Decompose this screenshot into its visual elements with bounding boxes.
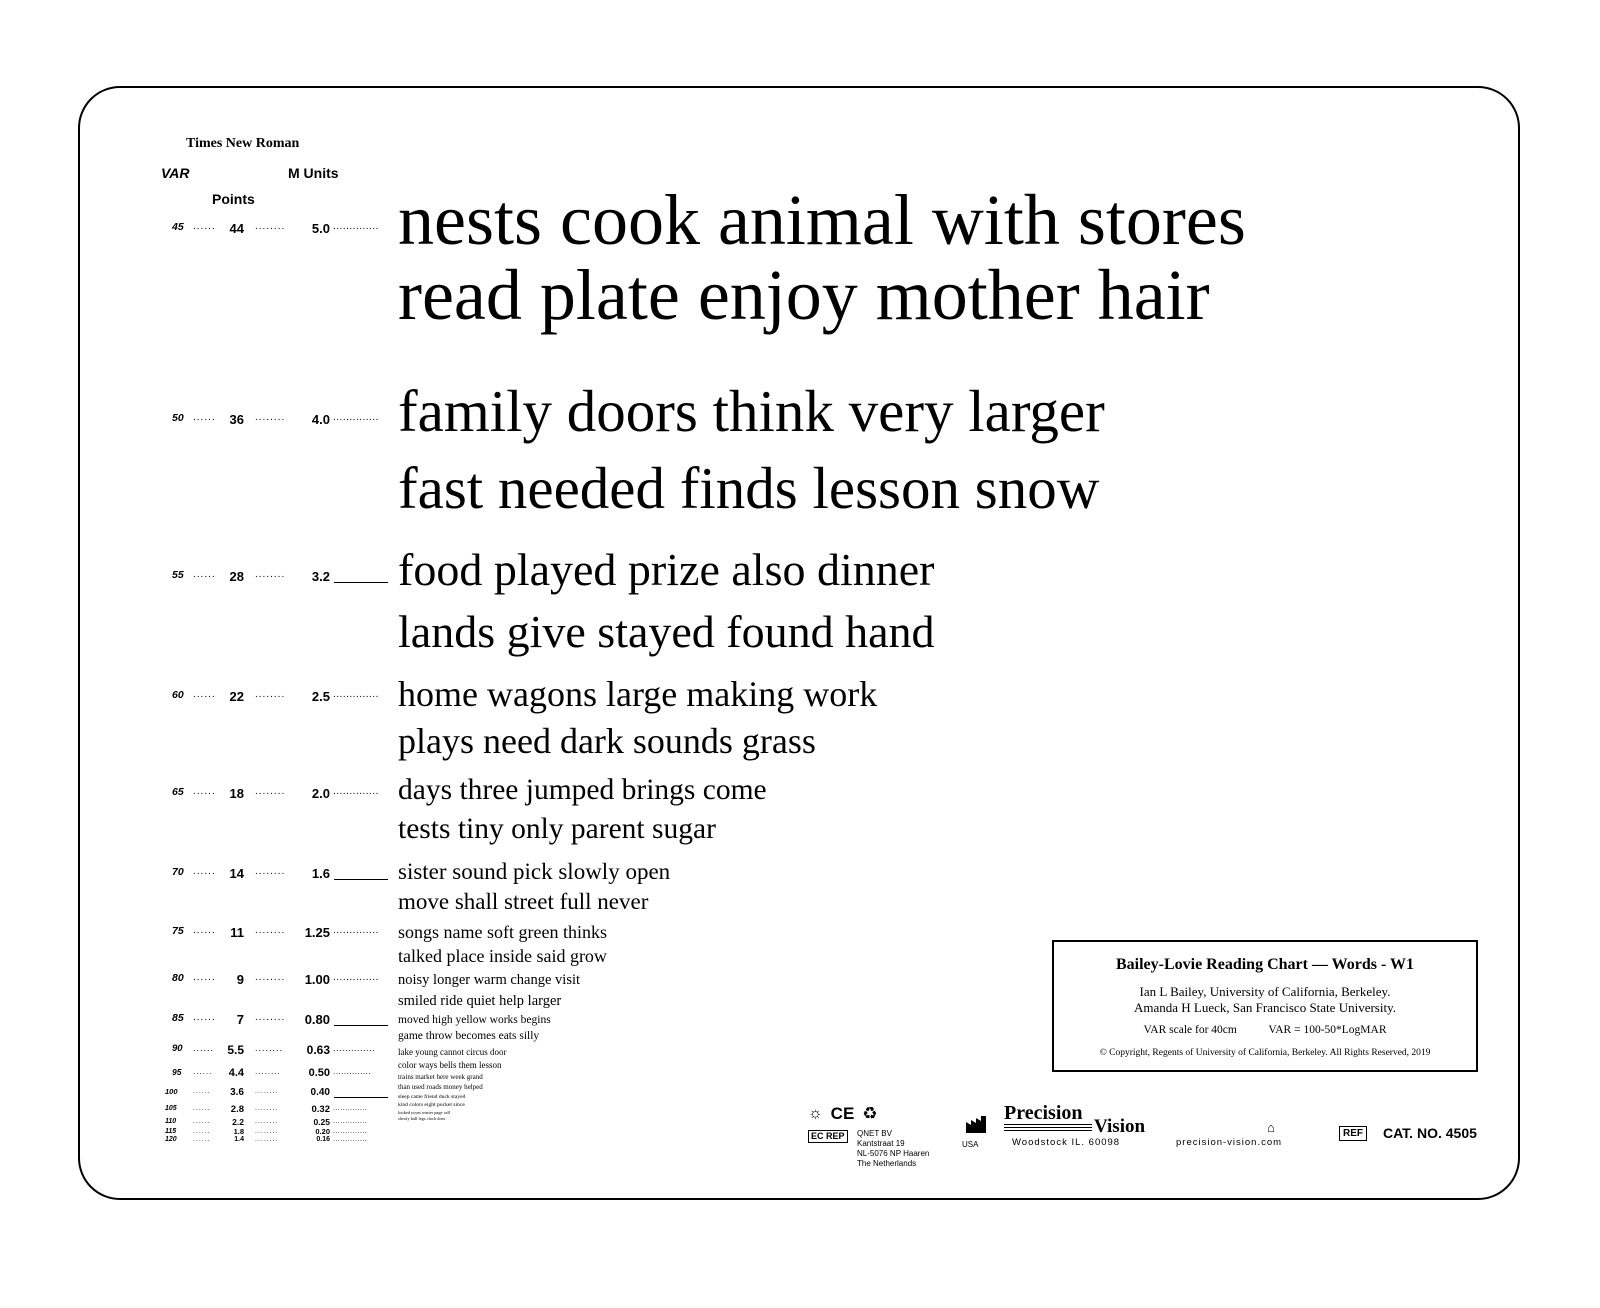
leader-dots: ........ bbox=[255, 569, 286, 580]
m-units-value: 0.40 bbox=[310, 1087, 330, 1098]
regulatory-marks bbox=[808, 1104, 878, 1124]
var-value: 105 bbox=[165, 1104, 177, 1112]
reading-line: kind colors eight pocket since bbox=[398, 1101, 465, 1108]
leader-line bbox=[334, 582, 388, 583]
leader-dots: ........ bbox=[255, 1012, 286, 1023]
leader-dots: ........ bbox=[255, 925, 286, 936]
leader-dots: .............. bbox=[333, 1104, 368, 1112]
manufacturer-icon bbox=[965, 1116, 987, 1139]
m-units-value: 2.0 bbox=[311, 786, 330, 801]
leader-dots: ........ bbox=[255, 972, 286, 983]
leader-dots: ...... bbox=[193, 1088, 211, 1095]
points-value: 9 bbox=[236, 972, 244, 987]
reading-line: noisy longer warm change visit bbox=[398, 971, 581, 988]
reading-line: sleep came friend duck stayed bbox=[398, 1093, 466, 1100]
leader-dots: ...... bbox=[193, 1043, 215, 1053]
scale-note bbox=[1054, 1024, 1476, 1036]
house-icon: ⌂ bbox=[1267, 1120, 1275, 1135]
points-value: 22 bbox=[229, 689, 244, 704]
leader-dots: ........ bbox=[255, 412, 286, 423]
reading-line: home wagons large making work bbox=[398, 673, 878, 714]
brand-lines bbox=[1004, 1124, 1092, 1131]
leader-dots: ...... bbox=[193, 569, 216, 580]
reading-line: family doors think very larger bbox=[398, 377, 1105, 444]
brand-vision: Vision bbox=[1094, 1116, 1146, 1137]
reading-line: looked yours winter page call bbox=[398, 1109, 450, 1115]
leader-dots: ........ bbox=[255, 866, 286, 877]
var-value: 115 bbox=[165, 1127, 177, 1135]
leader-line bbox=[334, 879, 388, 880]
m-units-value: 4.0 bbox=[311, 412, 330, 427]
brand-precision: Precision bbox=[1004, 1102, 1083, 1124]
reading-line: game throw becomes eats silly bbox=[398, 1030, 540, 1043]
points-value: 14 bbox=[229, 866, 244, 881]
m-units-column-header: M Units bbox=[288, 165, 339, 181]
copyright: © Copyright, Regents of University of California, Berkeley. All Rights Reserved, 2019 bbox=[1099, 1048, 1431, 1058]
sun-icon: ☼ bbox=[808, 1105, 823, 1122]
var-column-header: VAR bbox=[161, 165, 190, 181]
scale-row bbox=[0, 1013, 400, 1033]
scale-row bbox=[0, 867, 400, 887]
leader-dots: ........ bbox=[255, 1104, 279, 1112]
var-value: 70 bbox=[172, 866, 184, 878]
points-value: 44 bbox=[229, 221, 244, 236]
font-name-label: Times New Roman bbox=[186, 136, 300, 151]
leader-dots: ...... bbox=[193, 1127, 211, 1135]
reading-line: tests tiny only parent sugar bbox=[398, 812, 716, 845]
ec-rep-badge: EC REP bbox=[808, 1130, 848, 1143]
leader-dots: .............. bbox=[333, 786, 379, 797]
points-value: 2.2 bbox=[232, 1116, 244, 1127]
ref-badge: REF bbox=[1339, 1126, 1367, 1141]
points-value: 3.6 bbox=[230, 1087, 244, 1098]
m-units-value: 1.00 bbox=[304, 972, 330, 987]
leader-dots: ........ bbox=[255, 1043, 284, 1053]
var-value: 65 bbox=[172, 786, 184, 798]
m-units-value: 0.25 bbox=[313, 1116, 330, 1127]
var-value: 55 bbox=[172, 569, 184, 581]
leader-dots: ...... bbox=[193, 1117, 211, 1125]
points-value: 1.8 bbox=[233, 1126, 244, 1136]
scale-row bbox=[0, 926, 400, 946]
leader-dots: ...... bbox=[193, 1104, 211, 1112]
ce-mark: CE bbox=[830, 1104, 855, 1123]
leader-dots: ...... bbox=[193, 786, 216, 797]
leader-dots: .............. bbox=[333, 1127, 368, 1135]
var-value: 60 bbox=[172, 689, 184, 701]
leader-dots: ...... bbox=[193, 1136, 211, 1143]
points-value: 11 bbox=[230, 925, 244, 940]
reading-line: read plate enjoy mother hair bbox=[398, 254, 1210, 335]
points-value: 7 bbox=[236, 1012, 244, 1027]
leader-dots: .............. bbox=[333, 689, 379, 700]
reading-line: lake young cannot circus door bbox=[398, 1046, 507, 1057]
rep-city: NL-5076 NP Haaren bbox=[857, 1149, 930, 1158]
leader-dots: ........ bbox=[255, 1136, 279, 1143]
points-value: 2.8 bbox=[230, 1103, 244, 1115]
scale-row bbox=[0, 690, 400, 710]
author-1: Ian L Bailey, University of California, Berkeley. bbox=[1139, 984, 1391, 999]
m-units-value: 0.80 bbox=[304, 1012, 330, 1027]
var-value: 75 bbox=[172, 925, 184, 937]
scale-row bbox=[0, 1068, 400, 1088]
ec-rep-address bbox=[857, 1129, 929, 1169]
m-units-value: 1.6 bbox=[311, 866, 330, 881]
leader-dots: ........ bbox=[255, 689, 286, 700]
points-value: 5.5 bbox=[227, 1043, 244, 1057]
scale-row bbox=[0, 1136, 400, 1156]
m-units-value: 0.63 bbox=[306, 1043, 330, 1057]
points-value: 1.4 bbox=[234, 1136, 244, 1143]
rep-street: Kantstraat 19 bbox=[857, 1139, 905, 1148]
reading-line: fast needed finds lesson snow bbox=[398, 454, 1100, 521]
reading-line: food played prize also dinner bbox=[398, 544, 935, 596]
reading-line: lands give stayed found hand bbox=[398, 606, 935, 658]
scale-row bbox=[0, 787, 400, 807]
var-value: 90 bbox=[172, 1043, 183, 1054]
leader-dots: ...... bbox=[193, 221, 216, 232]
reading-line: than used roads money helped bbox=[398, 1082, 483, 1091]
leader-dots: .............. bbox=[333, 972, 379, 983]
m-units-value: 3.2 bbox=[311, 569, 330, 584]
leader-dots: ........ bbox=[255, 786, 286, 797]
var-value: 45 bbox=[172, 221, 184, 233]
m-units-value: 5.0 bbox=[311, 221, 330, 236]
reading-line: slowly ball legs clock does bbox=[398, 1115, 446, 1121]
points-column-header: Points bbox=[212, 191, 255, 207]
var-value: 110 bbox=[165, 1117, 177, 1125]
scale-row bbox=[0, 1044, 400, 1064]
leader-dots: ...... bbox=[193, 689, 216, 700]
rep-country: The Netherlands bbox=[857, 1159, 917, 1168]
leader-dots: ...... bbox=[193, 1012, 216, 1023]
author-2: Amanda H Lueck, San Francisco State University. bbox=[1134, 1000, 1396, 1015]
reading-line: smiled ride quiet help larger bbox=[398, 992, 562, 1009]
leader-dots: ........ bbox=[255, 1088, 279, 1095]
reading-line: color ways bells them lesson bbox=[398, 1059, 502, 1070]
var-value: 80 bbox=[172, 972, 184, 984]
chart-info-box bbox=[1052, 940, 1478, 1072]
m-units-value: 0.20 bbox=[315, 1126, 330, 1136]
m-units-value: 0.16 bbox=[316, 1136, 330, 1143]
leader-dots: .............. bbox=[333, 1067, 372, 1076]
m-units-value: 0.32 bbox=[311, 1103, 330, 1115]
leader-dots: .............. bbox=[333, 221, 379, 232]
reading-line: moved high yellow works begins bbox=[398, 1014, 551, 1027]
m-units-value: 1.25 bbox=[304, 925, 330, 940]
leader-dots: .............. bbox=[333, 412, 379, 423]
leader-dots: .............. bbox=[333, 1117, 368, 1125]
reading-line: plays need dark sounds grass bbox=[398, 720, 816, 761]
leader-dots: ........ bbox=[255, 1117, 279, 1125]
usa-label: USA bbox=[962, 1140, 979, 1149]
var-value: 120 bbox=[165, 1136, 177, 1143]
leader-dots: ...... bbox=[193, 412, 216, 423]
var-value: 85 bbox=[172, 1012, 184, 1024]
leader-dots: ...... bbox=[193, 866, 216, 877]
chart-title: Bailey-Lovie Reading Chart — Words - W1 bbox=[1115, 956, 1415, 973]
catalog-number: CAT. NO. 4505 bbox=[1383, 1125, 1477, 1141]
scale-distance: VAR scale for 40cm bbox=[1143, 1024, 1237, 1036]
rep-name: QNET BV bbox=[857, 1129, 892, 1138]
reading-line: songs name soft green thinks bbox=[398, 921, 607, 942]
points-value: 36 bbox=[229, 412, 244, 427]
scale-row bbox=[0, 570, 400, 590]
points-value: 18 bbox=[229, 786, 244, 801]
leader-dots: ...... bbox=[193, 972, 216, 983]
points-value: 4.4 bbox=[228, 1067, 244, 1079]
reading-line: move shall street full never bbox=[398, 889, 649, 915]
leader-line bbox=[334, 1097, 388, 1098]
scale-row bbox=[0, 222, 400, 242]
leader-dots: ...... bbox=[193, 925, 216, 936]
var-value: 100 bbox=[165, 1087, 178, 1096]
points-value: 28 bbox=[229, 569, 244, 584]
scale-row bbox=[0, 413, 400, 433]
reading-line: sister sound pick slowly open bbox=[398, 859, 671, 885]
var-value: 50 bbox=[172, 412, 184, 424]
brand-website: precision-vision.com bbox=[1176, 1137, 1283, 1148]
leader-dots: ...... bbox=[193, 1067, 213, 1076]
scale-row bbox=[0, 973, 400, 993]
reading-line: days three jumped brings come bbox=[398, 773, 767, 806]
recycle-icon: ♻ bbox=[862, 1104, 878, 1123]
leader-dots: ........ bbox=[255, 1067, 281, 1076]
var-value: 95 bbox=[172, 1067, 182, 1077]
leader-dots: .............. bbox=[333, 925, 379, 936]
leader-dots: .............. bbox=[333, 1043, 376, 1053]
leader-line bbox=[334, 1025, 388, 1026]
reading-line: trains market here week grand bbox=[398, 1072, 483, 1081]
brand-address: Woodstock IL. 60098 bbox=[1012, 1137, 1121, 1148]
reading-line: talked place inside said grow bbox=[398, 945, 607, 966]
m-units-value: 2.5 bbox=[311, 689, 330, 704]
m-units-value: 0.50 bbox=[308, 1067, 330, 1079]
leader-dots: .............. bbox=[333, 1136, 368, 1143]
leader-dots: ........ bbox=[255, 1127, 279, 1135]
leader-dots: ........ bbox=[255, 221, 286, 232]
var-formula: VAR = 100-50*LogMAR bbox=[1268, 1024, 1387, 1036]
reading-line: nests cook animal with stores bbox=[398, 179, 1246, 260]
